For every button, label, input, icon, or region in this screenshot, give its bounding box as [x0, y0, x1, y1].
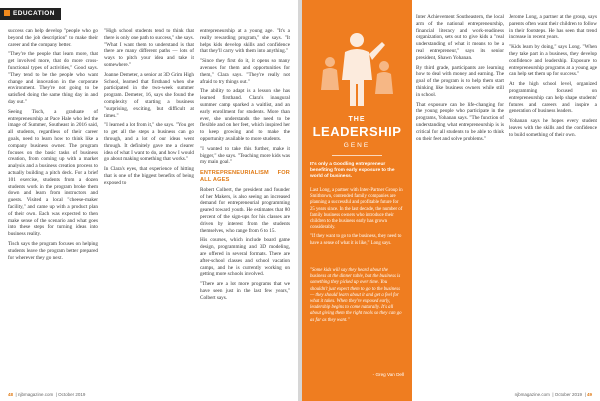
- paragraph: "Since they first do it, it opens so many avenues for them and opportunities for them," Clara says. "They're really not afraid to try things out.": [200, 58, 290, 85]
- paragraph: At the high school level, organized programming focused on entrepreneurship can help shape students' futures and careers and inspire a generation of business leaders.: [509, 81, 597, 115]
- feature-body: [310, 188, 404, 250]
- page-number: 49: [586, 392, 592, 397]
- right-page: [302, 0, 600, 401]
- feature-dek: It's only a Goodling entrepreneur benefiting from early exposure to the world of business.: [310, 162, 395, 180]
- paragraph: "Kids learn by doing," says Long. "When they take part in a business, they develop confidence and leadership. Exposure to entrepreneurship programs at a young age can help set them up for success.": [509, 44, 597, 78]
- right-column-2: [509, 14, 597, 142]
- section-square-icon: [4, 10, 10, 16]
- paragraph: Jerome Long, a partner at the group, says parents often want their children to follow in their footsteps. He has seen that trend increase in recent years.: [509, 14, 597, 41]
- leader-figure-illustration-icon: [312, 28, 402, 108]
- paragraph: "If they want to go to the business, they need to have a sense of what it is like," Long says.: [310, 234, 402, 246]
- divider: [332, 155, 382, 156]
- right-folio: njbmagazine.com | October 2019 | 49: [514, 392, 592, 397]
- left-column-2: [104, 28, 194, 190]
- paragraph: Robert Colbert, the president and founder of her Makers, is also seeing an increased demand for entrepreneurial programming geared toward youth. He estimates that 80 percent of the sign-ups for his classes are driven by interest from the students themselves, who range from 6 to 15.: [200, 186, 290, 234]
- paragraph: Yohanan says he hopes every student leaves with the skills and the confidence to build something of their own.: [509, 118, 597, 138]
- paragraph: In Clara's eyes, that experience of hitting that is one of the biggest benefits of being exposed to: [104, 166, 194, 186]
- feature-subtitle: GENE: [343, 142, 371, 149]
- paragraph: By third grade, participants are learning how to deal with money and earning. The goal of the program is to help them start thinking like business owners while still in school.: [416, 64, 504, 98]
- folio-site: njbmagazine.com: [17, 392, 54, 397]
- section-label: EDUCATION: [13, 10, 55, 17]
- page-number: 48: [8, 392, 14, 397]
- paragraph: "High school students tend to think that there is only one path to success," she says. "What I want them to understand is that there are many different paths — lots of ways to pitch your idea and take it somewhere.": [104, 28, 194, 68]
- section-subhead: ENTREPRENEURIALISM FOR ALL AGES: [200, 170, 290, 183]
- paragraph: "They're the people that learn more, that get involved more, that do more cross-functional types of activities," Good says. "They tend to be the people who want change and innovation in the corporate environment. They're not going to be satisfied doing the same thing day in and day out.": [8, 51, 98, 105]
- feature-panel: [302, 0, 412, 401]
- paragraph: "I wanted to take this further, make it bigger," she says. "Teaching more kids was my main goal.": [200, 145, 290, 166]
- left-column-1: [8, 28, 98, 264]
- paragraph: "There are a lot more programs that we have seen just in the last few years," Colbert says.: [200, 281, 290, 301]
- paragraph: Last Long, a partner with Inter-Partner Group in Smithtown, contended family companies are planning a successful and profitable future for 25 years since. In the last decade, the number of family business owners who introduce their children to the business early has grown considerably.: [310, 188, 403, 231]
- paragraph: Tisch says the program focuses on helping students leave the program better prepared for wherever they go next.: [8, 240, 98, 261]
- feature-title: LEADERSHIP: [312, 124, 402, 139]
- paragraph: That exposure can be life-changing for the young people who participate in the programs, Yohanan says. "The function of understanding what entrepreneurship is is critical for all students to be able to think on their feet and solve problems.": [416, 101, 504, 142]
- quote-attribution: - Greg Van Dell: [372, 372, 404, 377]
- paragraph: Joanne Demeter, a senior at 3D Grim High School, learned that firsthand when she participated in the two-week summer program. Demeter, 16, says she found the complexity of starting a business "surprising, exciting, but difficult at times.": [104, 71, 194, 119]
- left-folio: 48 | njbmagazine.com | October 2019: [8, 392, 86, 397]
- folio-issue: October 2019: [554, 392, 583, 397]
- folio-site: njbmagazine.com: [514, 392, 550, 397]
- paragraph: Seeing Tisch, a graduate of entrepreneurship at Pace Hale who led the image of Summer, Southeast in 2016 said, all students, regardless of their career goals, need to learn how to think like a company business owner. The program focuses on the basic tasks of business creation, from coming up with a market analysis and a business creation process to actually building a pitch deck. For a brief 101 exercise, students from a dozen students work in the program broke them down and learn from instructors and guests. Visited a local "cheese-maker facility," and came up with a product plan of their own. Each was expected to then make sense of the scenario and what goes into these steps for turning ideas into business reality.: [8, 108, 98, 238]
- feature-kicker: THE: [348, 116, 366, 123]
- paragraph: entrepreneurship at a young age. "It's a really rewarding program," she says. "It helps kids develop skills and confidence that they'll carry with them into anything.": [200, 28, 290, 55]
- left-page: [0, 0, 298, 401]
- paragraph: Inter Achievement Southeastern, the local arm of the national entrepreneurship, financial literacy and work-readiness organization, sets out to give kids a "real understanding of what it means to be a real entrepreneur," says its senior president, Shawn Yohanan.: [416, 14, 504, 61]
- paragraph: "I learned a lot from it," she says. "You get to get all the steps a business can go through, and a lot of our ideas went through. It definitely gave me a clearer idea of what I want to do, and how I would go about making something that works.": [104, 122, 194, 163]
- paragraph: His courses, which include board game design, programming and 3D modeling, are offered in several formats. There are after-school classes and school vacation camps, and he is currently working on getting more schools involved.: [200, 237, 290, 278]
- pull-quote: "Some kids will say they heard about the business at the dinner table, but the business is something they picked up over time. You shouldn't just expect them to go to the business — they should learn about it and get a feel for what it takes. When they're exposed early, leadership begins to come naturally. It's all about giving them the right tools so they can go as far as they want.": [310, 268, 402, 323]
- section-tab: [0, 8, 61, 20]
- paragraph: The ability to adapt is a lesson she has learned firsthand. Clara's inaugural summer camp sparked a waitlist, and an early enrollment for students. More than ever, she understands the need to be flexible and on her feet, which inspired her to keep growing and to make the opportunity available to more students.: [200, 88, 290, 142]
- folio-issue: October 2019: [58, 392, 86, 397]
- right-column-1: [416, 14, 504, 145]
- paragraph: success can help develop "people who go beyond the job description" to make their career and the company better.: [8, 28, 98, 48]
- left-column-3: [200, 28, 290, 304]
